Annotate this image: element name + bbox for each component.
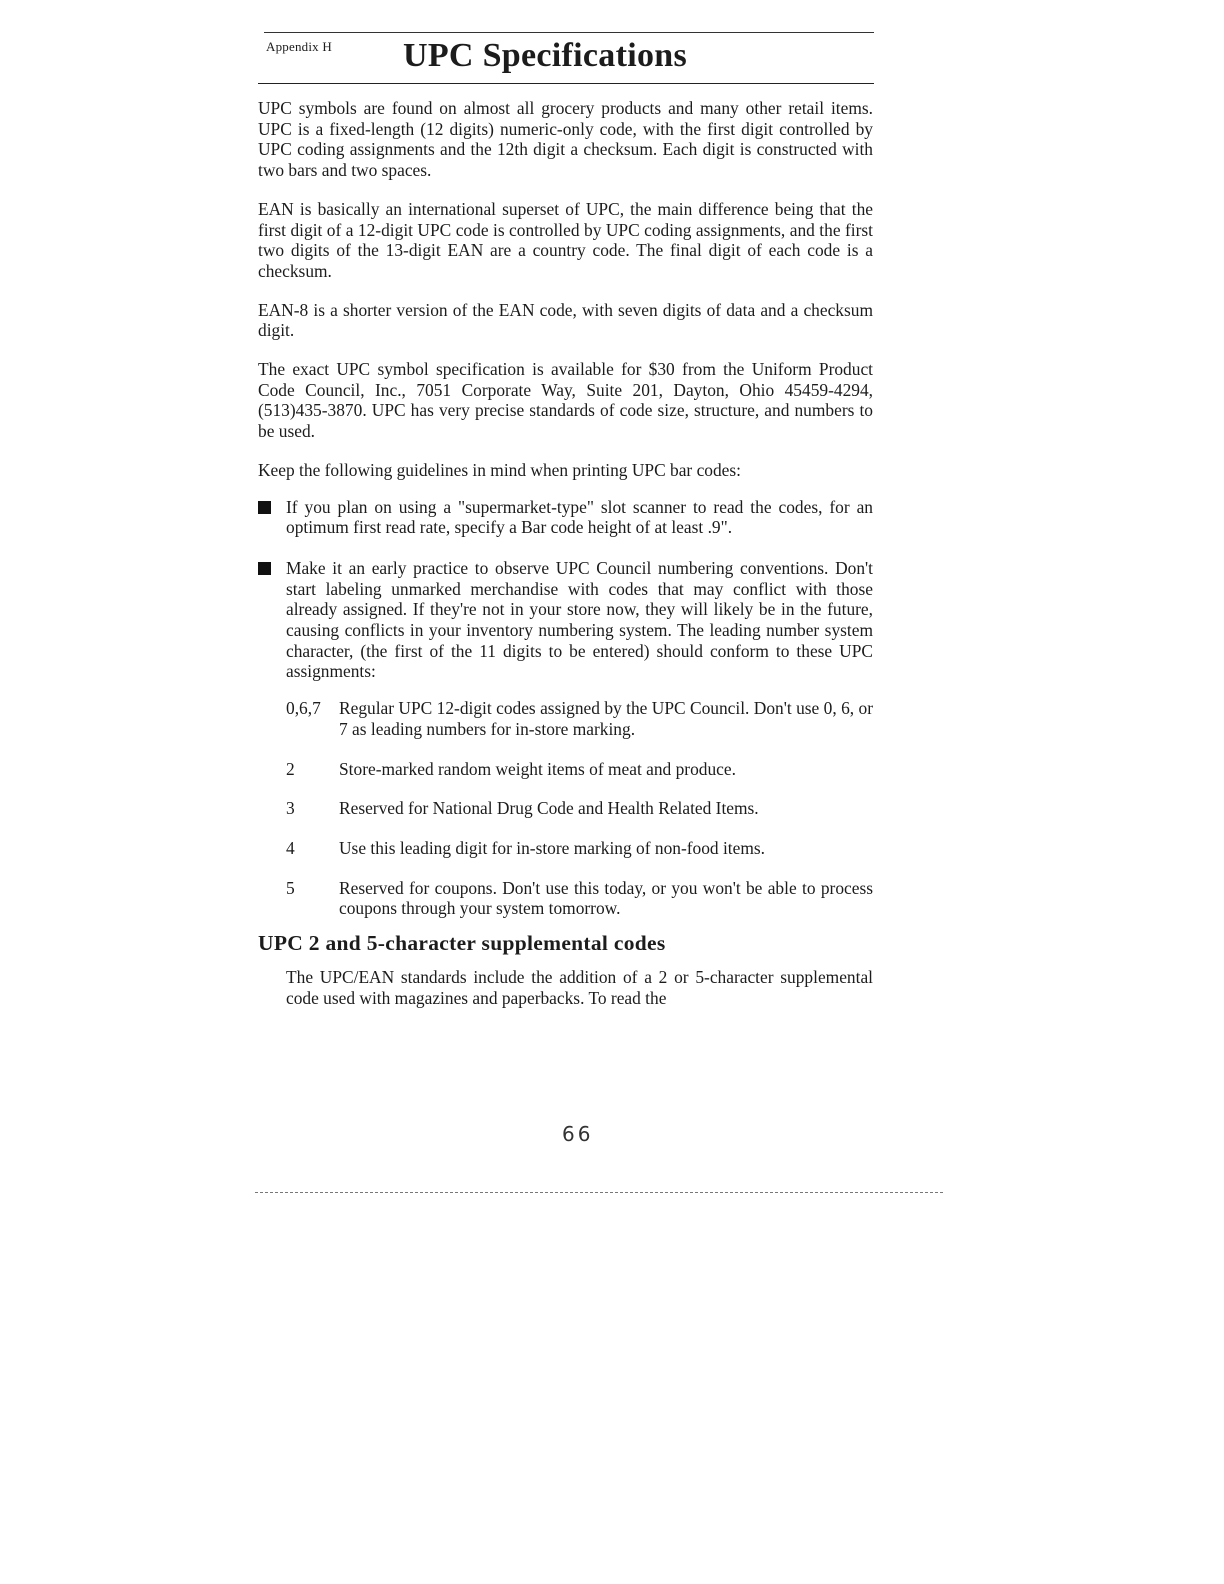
code-description: Regular UPC 12-digit codes assigned by the UPC Council. Don't use 0, 6, or 7 as leading numbers for in-store marking.: [339, 698, 873, 739]
header-top-rule: [264, 32, 874, 33]
section-heading: UPC 2 and 5-character supplemental codes: [258, 931, 666, 956]
table-row: [286, 759, 873, 780]
scan-edge-line: [255, 1192, 943, 1193]
guideline-list: [258, 497, 873, 683]
header-bottom-rule: [258, 83, 874, 84]
code-key: 0,6,7: [286, 698, 321, 719]
body-text: [258, 98, 873, 1026]
guideline-text: Make it an early practice to observe UPC Council numbering conventions. Don't start labeling unmarked merchandise with codes that may conflict with those already assigned. If they're not in your store now, they will likely be in the future, causing conflicts in your inventory numbering system. The leading number system character, (the first of the 11 digits to be entered) should conform to these UPC assignments:: [286, 557, 873, 682]
paragraph-ean8: EAN-8 is a shorter version of the EAN code, with seven digits of data and a checksum digit.: [258, 299, 873, 341]
code-key: 2: [286, 758, 295, 779]
code-description: Use this leading digit for in-store marking of non-food items.: [339, 837, 765, 858]
code-key: 5: [286, 877, 295, 898]
list-item: [258, 558, 873, 682]
code-description: Store-marked random weight items of meat and produce.: [339, 758, 736, 779]
table-row: [286, 838, 873, 859]
code-description: Reserved for National Drug Code and Health Related Items.: [339, 798, 759, 819]
paragraph-upc-intro: UPC symbols are found on almost all grocery products and many other retail items. UPC is a fixed-length (12 digits) numeric-only code, with the first digit controlled by UPC coding assignments and the 12th digit a checksum. Each digit is constructed with two bars and two spaces.: [258, 98, 873, 181]
code-key: 4: [286, 837, 295, 858]
bullet-square-icon: [258, 501, 271, 514]
guideline-text: If you plan on using a "supermarket-type" slot scanner to read the codes, for an optimum first read rate, specify a Bar code height of at least .9".: [286, 496, 873, 538]
table-row: [286, 698, 873, 739]
table-row: [286, 798, 873, 819]
page-title: UPC Specifications: [403, 37, 687, 74]
code-description: Reserved for coupons. Don't use this today, or you won't be able to process coupons through your system tomorrow.: [339, 877, 873, 919]
code-key: 3: [286, 798, 295, 819]
paragraph-specification: The exact UPC symbol specification is available for $30 from the Uniform Product Code Council, Inc., 7051 Corporate Way, Suite 201, Dayton, Ohio 45459-4294, (513)435-3870. UPC has very precise standards of code size, structure, and numbers to be used.: [258, 359, 873, 442]
paragraph-ean: EAN is basically an international superset of UPC, the main difference being that the first digit of a 12-digit UPC code is controlled by UPC coding assignments, and the first two digits of the 13-digit EAN are a country code. The final digit of each code is a checksum.: [258, 198, 873, 281]
page-number: 66: [562, 1122, 594, 1146]
number-system-table: [286, 698, 873, 919]
appendix-label: Appendix H: [266, 39, 332, 54]
section-paragraph: The UPC/EAN standards include the addition of a 2 or 5-character supplemental code used with magazines and paperbacks. To read the: [286, 966, 873, 1008]
list-item: [258, 497, 873, 538]
bullet-square-icon: [258, 562, 271, 575]
paragraph-guidelines-intro: Keep the following guidelines in mind when printing UPC bar codes:: [258, 459, 741, 480]
table-row: [286, 878, 873, 919]
